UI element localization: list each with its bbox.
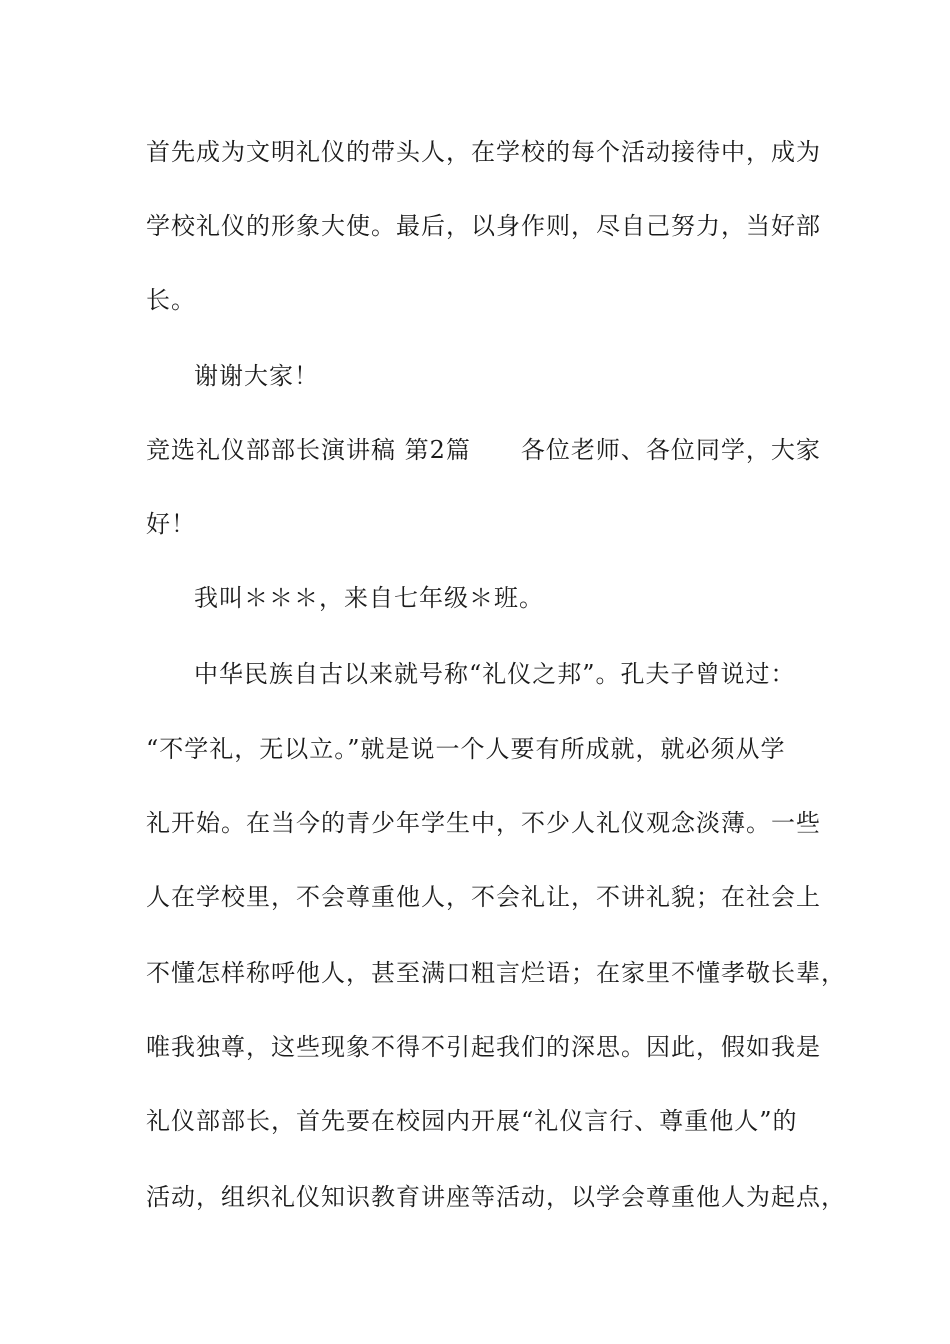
paragraph-line: 学校礼仪的形象大使。最后，以身作则，尽自己努力，当好部 <box>146 212 821 240</box>
paragraph-line: 唯我独尊，这些现象不得不引起我们的深思。因此，假如我是 <box>146 1033 821 1061</box>
section-heading-line <box>146 434 821 466</box>
paragraph-line: 人在学校里，不会尊重他人，不会礼让，不讲礼貌；在社会上 <box>146 883 821 911</box>
paragraph-line: 礼开始。在当今的青少年学生中，不少人礼仪观念淡薄。一些 <box>146 809 821 837</box>
greeting-text: 各位老师、各位同学，大家 <box>520 436 821 464</box>
paragraph-line: 不懂怎样称呼他人，甚至满口粗言烂语；在家里不懂孝敬长辈， <box>146 959 846 987</box>
paragraph-line: 首先成为文明礼仪的带头人，在学校的每个活动接待中，成为 <box>146 138 821 166</box>
paragraph-line: 长。 <box>146 286 196 314</box>
paragraph-line: 中华民族自古以来就号称“礼仪之邦”。孔夫子曾说过： <box>194 660 796 688</box>
closing-line: 谢谢大家！ <box>194 362 319 390</box>
paragraph-line: 礼仪部部长，首先要在校园内开展“礼仪言行、尊重他人”的 <box>146 1107 798 1135</box>
paragraph-line: 好！ <box>146 510 196 538</box>
paragraph-line: 我叫＊＊＊，来自七年级＊班。 <box>194 584 544 612</box>
paragraph-line: “不学礼，无以立。”就是说一个人要有所成就，就必须从学 <box>146 735 786 763</box>
section-title: 竞选礼仪部部长演讲稿 第2篇 <box>146 436 471 464</box>
paragraph-line: 活动，组织礼仪知识教育讲座等活动，以学会尊重他人为起点， <box>146 1183 846 1211</box>
